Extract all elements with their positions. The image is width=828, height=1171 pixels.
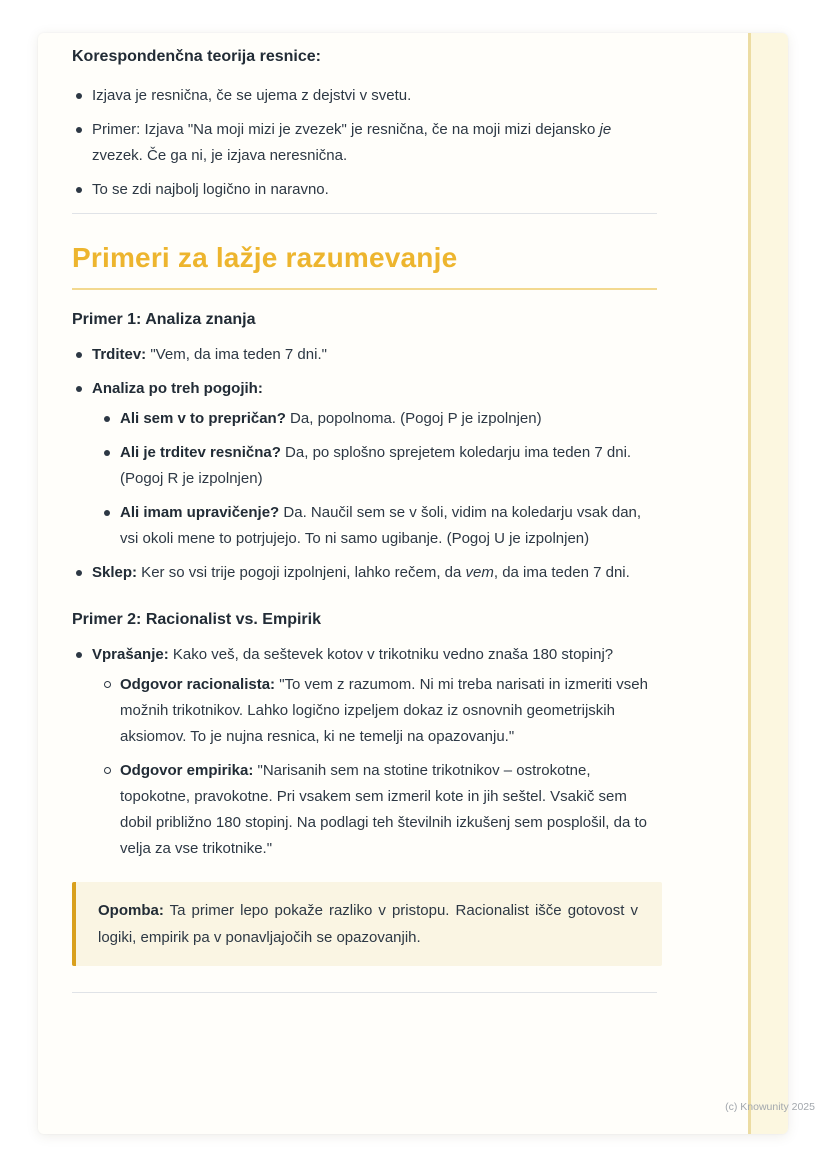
list-item-label: Ali sem v to prepričan? xyxy=(120,410,286,427)
list-item xyxy=(100,406,657,432)
list-item xyxy=(100,440,657,492)
list-item-text: To se zdi najbolj logično in naravno. xyxy=(92,181,329,198)
heading-underline xyxy=(72,288,657,290)
example2-bullet-list xyxy=(72,642,657,862)
main-heading: Primeri za lažje razumevanje xyxy=(72,242,458,273)
copyright-notice: (c) Knowunity 2025 xyxy=(725,1101,815,1113)
list-item-text: Primer: Izjava "Na moji mizi je zvezek" je resnična, če na moji mizi dejansko xyxy=(92,121,600,138)
list-item-text: "To vem z razumom. Ni mi treba narisati in izmeriti vseh možnih trikotnikov. Lahko logično izpeljem dokaz iz osnovnih geometrijskih aksiomov. To je nujna resnica, ki ne temelji na opazovanju." xyxy=(120,676,648,745)
list-item-label: Odgovor racionalista: xyxy=(120,676,276,693)
list-item xyxy=(100,500,657,552)
divider xyxy=(72,992,657,993)
callout-label: Opomba: xyxy=(98,902,164,919)
list-item-label: Sklep: xyxy=(92,564,138,581)
intro-heading: Korespondenčna teorija resnice: xyxy=(72,48,321,65)
list-item xyxy=(72,642,657,862)
example1-heading: Primer 1: Analiza znanja xyxy=(72,311,256,328)
page-margin-strip xyxy=(748,33,788,1134)
example2-heading: Primer 2: Racionalist vs. Empirik xyxy=(72,611,321,628)
list-item xyxy=(100,672,657,750)
answers-sublist xyxy=(100,672,657,862)
callout-text: Ta primer lepo pokaže razliko v pristopu. Racionalist išče gotovost v logiki, empirik pa v ponavljajočih se opazovanjih. xyxy=(98,902,638,946)
document-content xyxy=(72,47,657,993)
list-item-text: Ker so vsi trije pogoji izpolnjeni, lahko rečem, da xyxy=(137,564,466,581)
list-item xyxy=(72,117,657,169)
list-item-text-italic: vem xyxy=(465,564,494,581)
list-item-text: Da, popolnoma. (Pogoj P je izpolnjen) xyxy=(285,410,542,427)
note-callout xyxy=(72,882,662,966)
list-item-text: , da ima teden 7 dni. xyxy=(493,564,630,581)
list-item-text-italic: je xyxy=(599,121,612,138)
list-item-text: Izjava je resnična, če se ujema z dejstvi v svetu. xyxy=(92,87,412,104)
list-item-label: Odgovor empirika: xyxy=(120,762,254,779)
intro-bullet-list xyxy=(72,83,657,203)
list-item xyxy=(72,177,657,203)
conditions-sublist xyxy=(100,406,657,552)
list-item-label: Ali je trditev resnična? xyxy=(120,444,281,461)
list-item-label: Analiza po treh pogojih: xyxy=(92,380,263,397)
list-item xyxy=(72,342,657,368)
list-item-label: Ali imam upravičenje? xyxy=(120,504,280,521)
list-item-text: Kako veš, da seštevek kotov v trikotniku vedno znaša 180 stopinj? xyxy=(168,646,614,663)
example1-bullet-list xyxy=(72,342,657,586)
list-item-text: "Vem, da ima teden 7 dni." xyxy=(146,346,327,363)
list-item-text: "Narisanih sem na stotine trikotnikov – ostrokotne, topokotne, pravokotne. Pri vsakem sem izmeril kote in jih seštel. Vsakič sem dobil približno 180 stopinj. Na podlagi teh številnih izkušenj sem posplošil, da to velja za vse trikotnike." xyxy=(120,762,647,857)
list-item-label: Vprašanje: xyxy=(92,646,169,663)
list-item-label: Trditev: xyxy=(92,346,147,363)
list-item-text: Da, po splošno sprejetem koledarju ima teden 7 dni. (Pogoj R je izpolnjen) xyxy=(120,444,632,487)
document-page xyxy=(38,33,788,1134)
list-item-text: zvezek. Če ga ni, je izjava neresnična. xyxy=(92,147,348,164)
list-item-text: Da. Naučil sem se v šoli, vidim na koledarju vsak dan, vsi okoli mene to potrjujejo. To ni samo ugibanje. (Pogoj U je izpolnjen) xyxy=(120,504,642,547)
list-item xyxy=(72,560,657,586)
list-item xyxy=(100,758,657,862)
divider xyxy=(72,213,657,214)
list-item xyxy=(72,83,657,109)
list-item xyxy=(72,376,657,552)
